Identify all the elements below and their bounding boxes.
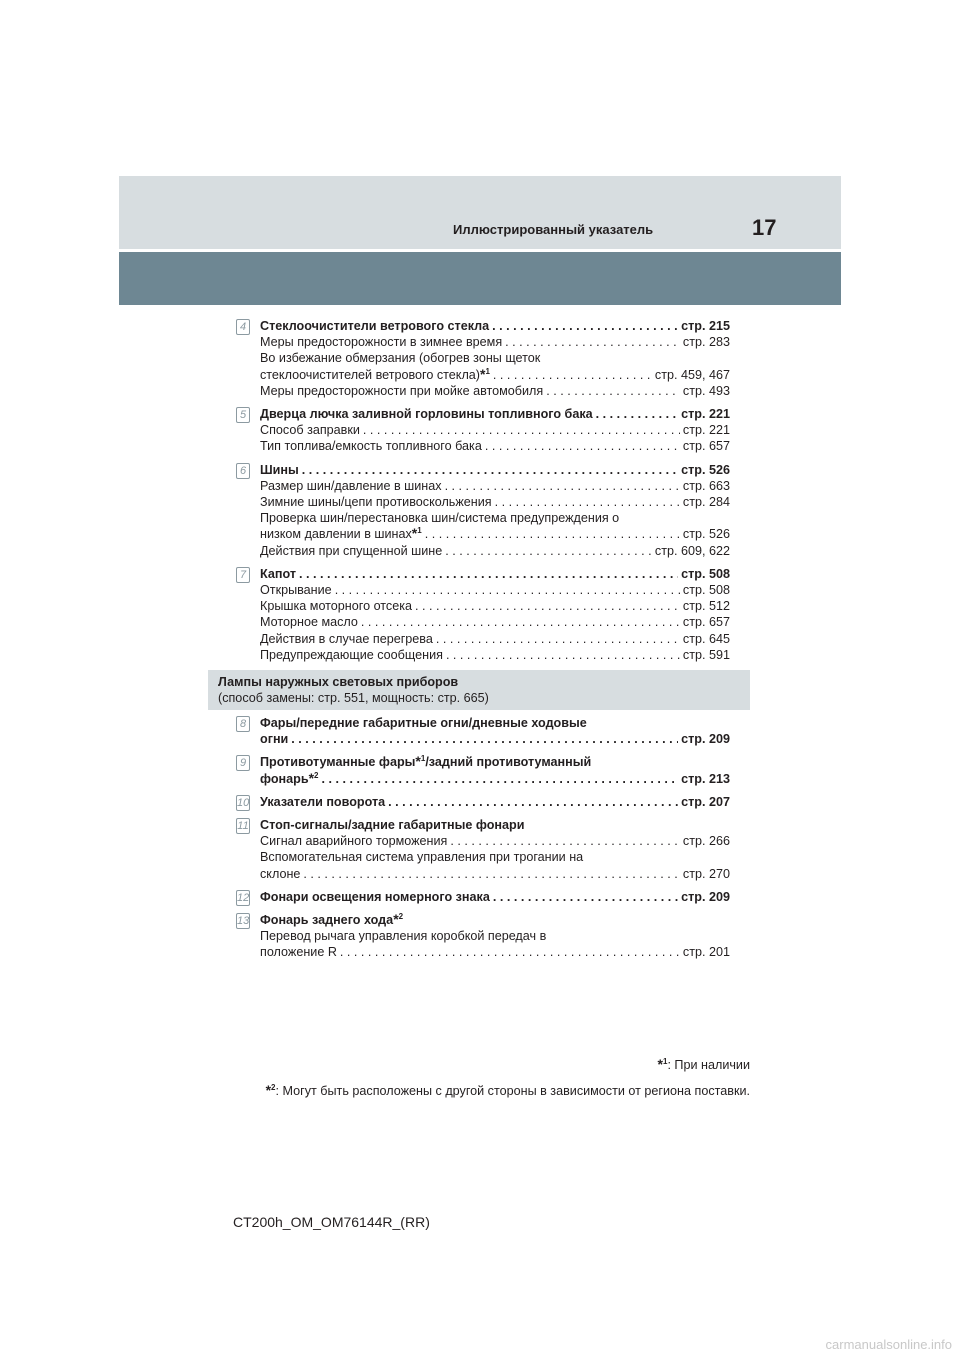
callout-marker: 4 <box>236 319 250 335</box>
index-line[interactable]: Крышка моторного отсека . . . стр. 512 <box>260 598 730 614</box>
index-line[interactable]: низком давлении в шинах*$^1$ . . . стр. 526 <box>260 526 730 542</box>
lamps-section-subtitle: (способ замены: стр. 551, мощность: стр. 665) <box>218 691 489 705</box>
index-line[interactable]: склоне . . . стр. 270 <box>260 866 730 882</box>
callout-marker: 13 <box>237 915 250 928</box>
index-line[interactable]: Капот . . . стр. 508 <box>260 566 730 582</box>
watermark: carmanualsonline.info <box>825 1337 952 1352</box>
index-entry-windshield-wipers <box>230 318 730 399</box>
index-line[interactable]: Открывание . . . стр. 508 <box>260 582 730 598</box>
callout-marker: 10 <box>237 796 250 809</box>
header-dark-band <box>119 252 841 305</box>
index-line[interactable]: Указатели поворота . . . стр. 207 <box>260 794 730 810</box>
index-line[interactable]: фонарь*$^2$ . . . стр. 213 <box>260 771 730 787</box>
index-line[interactable]: Размер шин/давление в шинах . . . стр. 663 <box>260 478 730 494</box>
index-line[interactable]: Фонари освещения номерного знака . . . стр. 209 <box>260 889 730 905</box>
index-line[interactable]: Действия в случае перегрева . . . стр. 645 <box>260 631 730 647</box>
footnote: *$^1$: При наличии <box>657 1056 750 1072</box>
index-line[interactable]: Меры предосторожности в зимнее время . . . стр. 283 <box>260 334 730 350</box>
index-line[interactable]: Стеклоочистители ветрового стекла . . . стр. 215 <box>260 318 730 334</box>
callout-marker: 12 <box>237 891 250 904</box>
index-line-wrap: Перевод рычага управления коробкой передач в <box>260 929 547 944</box>
index-line[interactable]: стеклоочистителей ветрового стекла)*$^1$ . . . стр. 459, 467 <box>260 367 730 383</box>
callout-marker: 8 <box>236 716 250 732</box>
callout-marker: 11 <box>237 820 249 833</box>
index-line[interactable]: Тип топлива/емкость топливного бака . . . стр. 657 <box>260 438 730 454</box>
lamps-section-box <box>208 670 750 710</box>
footnotes <box>266 1052 750 1104</box>
index-line[interactable]: Зимние шины/цепи противоскольжения . . . стр. 284 <box>260 494 730 510</box>
index-line[interactable]: Способ заправки . . . стр. 221 <box>260 422 730 438</box>
callout-marker: 5 <box>236 407 250 423</box>
section-title: Иллюстрированный указатель <box>453 222 654 237</box>
footnote: *$^2$: Могут быть расположены с другой стороны в зависимости от региона поставки. <box>265 1082 750 1098</box>
index-line[interactable]: положение R . . . стр. 201 <box>260 944 730 960</box>
index-list-top <box>230 318 730 670</box>
callout-marker: 9 <box>236 755 250 771</box>
index-line[interactable]: Действия при спущенной шине . . . стр. 609, 622 <box>260 543 730 559</box>
index-entry-license-plate-lights <box>230 889 730 905</box>
index-entry-turn-signals <box>230 794 730 810</box>
lamps-section-title: Лампы наружных световых приборов <box>218 675 459 689</box>
index-entry-fuel-door <box>230 406 730 455</box>
index-line-wrap: Фары/передние габаритные огни/дневные ходовые <box>260 716 587 730</box>
callout-marker: 7 <box>236 567 250 583</box>
index-line[interactable]: Дверца лючка заливной горловины топливного бака . . . стр. 221 <box>260 406 730 422</box>
index-entry-hood <box>230 566 730 663</box>
index-entry-fog-lights <box>230 754 730 786</box>
index-line[interactable]: Моторное масло . . . стр. 657 <box>260 614 730 630</box>
index-line-wrap: Во избежание обмерзания (обогрев зоны щеток <box>260 351 541 366</box>
index-entry-title[interactable]: Стоп-сигналы/задние габаритные фонари <box>260 818 525 833</box>
index-line[interactable]: огни . . . стр. 209 <box>260 731 730 747</box>
index-line-wrap: Проверка шин/перестановка шин/система предупреждения о <box>260 511 620 526</box>
index-line[interactable]: Шины . . . стр. 526 <box>260 462 730 478</box>
index-line[interactable]: Предупреждающие сообщения . . . стр. 591 <box>260 647 730 663</box>
index-entry-reverse-light <box>230 912 730 961</box>
callout-marker: 6 <box>236 463 250 479</box>
page-number: 17 <box>752 215 777 240</box>
index-line-wrap: Вспомогательная система управления при трогании на <box>260 850 584 865</box>
document-code: CT200h_OM_OM76144R_(RR) <box>233 1214 430 1230</box>
index-entry-tires <box>230 462 730 559</box>
index-line-wrap: Противотуманные фары*$^1$/задний противотуманный <box>260 753 592 770</box>
index-line[interactable]: Сигнал аварийного торможения . . . стр. 266 <box>260 833 730 849</box>
index-entry-stop-lights <box>230 817 730 882</box>
index-line[interactable]: Меры предосторожности при мойке автомобиля . . . стр. 493 <box>260 383 730 399</box>
index-entry-headlights <box>230 715 730 747</box>
index-entry-title[interactable]: Фонарь заднего хода*$^2$ <box>260 911 404 928</box>
index-list-bottom <box>230 715 730 968</box>
header-band <box>119 176 841 249</box>
